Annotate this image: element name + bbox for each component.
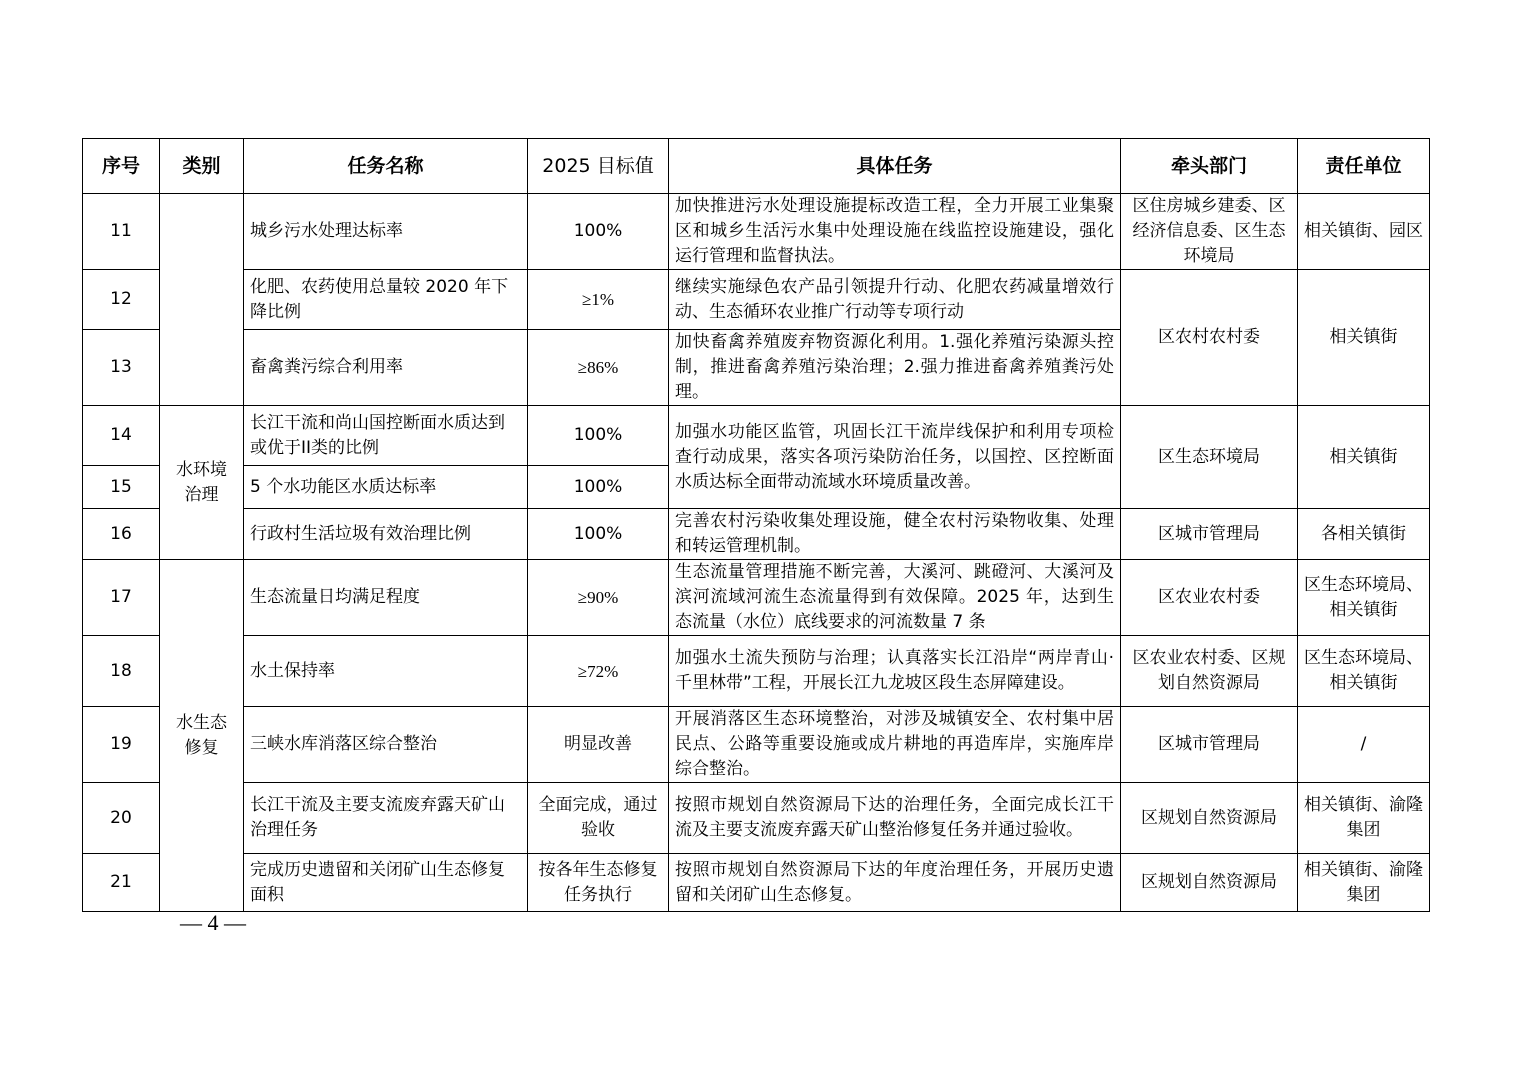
category-water-env: 水环境治理 bbox=[160, 406, 244, 560]
specific-task: 加强水土流失预防与治理；认真落实长江沿岸“两岸青山·千里林带”工程，开展长江九龙坡区段生态屏障建设。 bbox=[669, 636, 1121, 707]
responsible-unit: / bbox=[1298, 707, 1430, 783]
task-name: 水土保持率 bbox=[244, 636, 528, 707]
target-value: 100% bbox=[528, 466, 669, 509]
row-no: 11 bbox=[83, 194, 160, 270]
responsible-unit: 相关镇街、渝隆集团 bbox=[1298, 854, 1430, 912]
target-value: 100% bbox=[528, 194, 669, 270]
task-name: 城乡污水处理达标率 bbox=[244, 194, 528, 270]
target-value: ≥1% bbox=[528, 270, 669, 330]
specific-task: 加快畜禽养殖废弃物资源化利用。1.强化养殖污染源头控制，推进畜禽养殖污染治理；2.强力推进畜禽养殖粪污处理。 bbox=[669, 330, 1121, 406]
responsible-unit: 相关镇街 bbox=[1298, 406, 1430, 509]
specific-task: 按照市规划自然资源局下达的治理任务，全面完成长江干流及主要支流废弃露天矿山整治修复任务并通过验收。 bbox=[669, 783, 1121, 854]
lead-dept: 区城市管理局 bbox=[1121, 509, 1298, 560]
table-row bbox=[83, 560, 1430, 636]
task-name: 完成历史遗留和关闭矿山生态修复面积 bbox=[244, 854, 528, 912]
responsible-unit: 相关镇街、渝隆集团 bbox=[1298, 783, 1430, 854]
responsible-unit: 相关镇街、园区 bbox=[1298, 194, 1430, 270]
page-number: — 4 — bbox=[180, 910, 246, 935]
header-target-2025: 2025 目标值 bbox=[528, 139, 669, 194]
specific-task: 开展消落区生态环境整治，对涉及城镇安全、农村集中居民点、公路等重要设施或成片耕地的再造库岸，实施库岸综合整治。 bbox=[669, 707, 1121, 783]
target-value: 100% bbox=[528, 509, 669, 560]
task-name: 化肥、农药使用总量较 2020 年下降比例 bbox=[244, 270, 528, 330]
specific-task: 按照市规划自然资源局下达的年度治理任务，开展历史遗留和关闭矿山生态修复。 bbox=[669, 854, 1121, 912]
table-row bbox=[83, 783, 1430, 854]
target-value: ≥72% bbox=[528, 636, 669, 707]
row-no: 20 bbox=[83, 783, 160, 854]
lead-dept: 区农村农村委 bbox=[1121, 270, 1298, 406]
target-value: 全面完成，通过验收 bbox=[528, 783, 669, 854]
header-task-name: 任务名称 bbox=[244, 139, 528, 194]
specific-task: 生态流量管理措施不断完善，大溪河、跳磴河、大溪河及滨河流域河流生态流量得到有效保障。2025 年，达到生态流量（水位）底线要求的河流数量 7 条 bbox=[669, 560, 1121, 636]
target-value: 100% bbox=[528, 406, 669, 466]
responsible-unit: 相关镇街 bbox=[1298, 270, 1430, 406]
table-row bbox=[83, 854, 1430, 912]
header-category: 类别 bbox=[160, 139, 244, 194]
table-row bbox=[83, 270, 1430, 330]
task-name: 长江干流和尚山国控断面水质达到或优于II类的比例 bbox=[244, 406, 528, 466]
lead-dept: 区规划自然资源局 bbox=[1121, 783, 1298, 854]
lead-dept: 区农业农村委 bbox=[1121, 560, 1298, 636]
row-no: 15 bbox=[83, 466, 160, 509]
header-row bbox=[83, 139, 1430, 194]
table-row bbox=[83, 636, 1430, 707]
specific-task: 加强水功能区监管，巩固长江干流岸线保护和利用专项检查行动成果，落实各项污染防治任务，以国控、区控断面水质达标全面带动流域水环境质量改善。 bbox=[669, 406, 1121, 509]
task-name: 长江干流及主要支流废弃露天矿山治理任务 bbox=[244, 783, 528, 854]
target-value: 明显改善 bbox=[528, 707, 669, 783]
header-lead-dept: 牵头部门 bbox=[1121, 139, 1298, 194]
specific-task: 完善农村污染收集处理设施，健全农村污染物收集、处理和转运管理机制。 bbox=[669, 509, 1121, 560]
responsible-unit: 区生态环境局、相关镇街 bbox=[1298, 560, 1430, 636]
task-name: 5 个水功能区水质达标率 bbox=[244, 466, 528, 509]
target-value: ≥86% bbox=[528, 330, 669, 406]
table-row bbox=[83, 406, 1430, 466]
task-table bbox=[82, 138, 1430, 912]
row-no: 14 bbox=[83, 406, 160, 466]
row-no: 13 bbox=[83, 330, 160, 406]
row-no: 19 bbox=[83, 707, 160, 783]
task-name: 三峡水库消落区综合整治 bbox=[244, 707, 528, 783]
responsible-unit: 各相关镇街 bbox=[1298, 509, 1430, 560]
lead-dept: 区城市管理局 bbox=[1121, 707, 1298, 783]
specific-task: 继续实施绿色农产品引领提升行动、化肥农药减量增效行动、生态循环农业推广行动等专项行动 bbox=[669, 270, 1121, 330]
table-row bbox=[83, 194, 1430, 270]
specific-task: 加快推进污水处理设施提标改造工程，全力开展工业集聚区和城乡生活污水集中处理设施在线监控设施建设，强化运行管理和监督执法。 bbox=[669, 194, 1121, 270]
row-no: 21 bbox=[83, 854, 160, 912]
lead-dept: 区生态环境局 bbox=[1121, 406, 1298, 509]
task-name: 生态流量日均满足程度 bbox=[244, 560, 528, 636]
row-no: 17 bbox=[83, 560, 160, 636]
table-row bbox=[83, 707, 1430, 783]
lead-dept: 区住房城乡建委、区经济信息委、区生态环境局 bbox=[1121, 194, 1298, 270]
category-cell-empty bbox=[160, 194, 244, 406]
target-value: 按各年生态修复任务执行 bbox=[528, 854, 669, 912]
lead-dept: 区农业农村委、区规划自然资源局 bbox=[1121, 636, 1298, 707]
table-row bbox=[83, 509, 1430, 560]
category-water-eco: 水生态修复 bbox=[160, 560, 244, 912]
header-specific-task: 具体任务 bbox=[669, 139, 1121, 194]
responsible-unit: 区生态环境局、相关镇街 bbox=[1298, 636, 1430, 707]
row-no: 18 bbox=[83, 636, 160, 707]
target-value: ≥90% bbox=[528, 560, 669, 636]
task-name: 行政村生活垃圾有效治理比例 bbox=[244, 509, 528, 560]
header-no: 序号 bbox=[83, 139, 160, 194]
row-no: 12 bbox=[83, 270, 160, 330]
header-responsible: 责任单位 bbox=[1298, 139, 1430, 194]
task-name: 畜禽粪污综合利用率 bbox=[244, 330, 528, 406]
lead-dept: 区规划自然资源局 bbox=[1121, 854, 1298, 912]
row-no: 16 bbox=[83, 509, 160, 560]
